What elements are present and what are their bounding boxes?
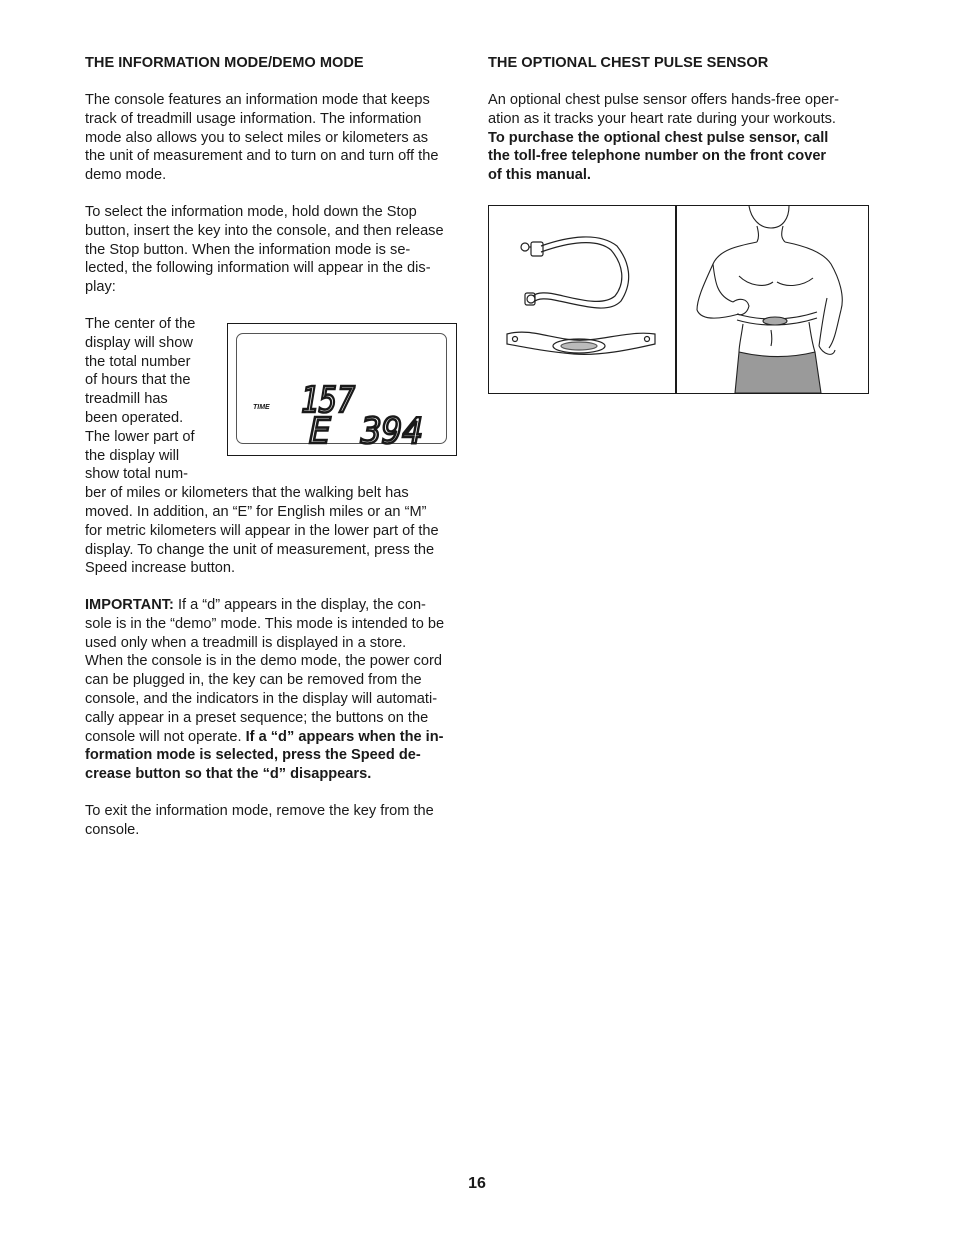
text-line: To exit the information mode, remove the key from the [85, 803, 434, 819]
text-line: display will show [85, 334, 193, 351]
text-line: button, insert the key into the console, and then release [85, 222, 444, 239]
unit-indicator: E [309, 411, 331, 445]
bold-text: the toll-free telephone number on the front cover [488, 148, 827, 165]
text-line: ation as it tracks your heart rate during your workouts. [488, 110, 836, 127]
distance-value: 394 [360, 411, 423, 445]
text-line: Speed increase button. [85, 560, 236, 577]
text-line: An optional chest pulse sensor offers hands-free oper- [488, 92, 839, 108]
text-line: used only when a treadmill is displayed in a store. [85, 634, 407, 651]
text-line: the total number [85, 353, 191, 370]
text-line: The lower part of [85, 428, 195, 445]
text-line [488, 147, 839, 166]
strap-and-sensor-drawing [489, 206, 675, 393]
page-number: 16 [468, 1175, 486, 1192]
text-line: been operated. [85, 409, 184, 426]
text-line: play: [85, 279, 116, 296]
lcd-readout [237, 334, 448, 445]
text-line: ber of miles or kilometers that the walking belt has [85, 485, 409, 502]
text-line: show total num- [85, 466, 189, 483]
text-line: sole is in the “demo” mode. This mode is intended to be [85, 615, 445, 632]
important-text: console will not operate. [85, 728, 246, 745]
text-line: can be plugged in, the key can be removed from the [85, 672, 422, 689]
chest-sensor-heading: THE OPTIONAL CHEST PULSE SENSOR [488, 55, 769, 71]
bold-text: To purchase the optional chest pulse sensor, call [488, 129, 829, 146]
info-mode-intro-paragraph [85, 91, 438, 185]
text-line: cally appear in a preset sequence; the buttons on the [85, 709, 429, 726]
text-line: console. [85, 821, 140, 838]
important-label: IMPORTANT: [85, 597, 174, 613]
text-line: demo mode. [85, 167, 167, 184]
important-bold-text: crease button so that the “d” disappears. [85, 766, 372, 783]
text-line: of hours that the [85, 372, 191, 389]
important-paragraph [85, 596, 444, 784]
select-info-mode-paragraph [85, 203, 444, 297]
text-line: the display will [85, 447, 180, 464]
exit-info-mode-paragraph [85, 802, 434, 840]
text-line: To select the information mode, hold down the Stop [85, 204, 417, 220]
bold-text: of this manual. [488, 167, 591, 184]
text-line: When the console is in the demo mode, the power cord [85, 653, 442, 670]
text-line: the Stop button. When the information mode is se- [85, 241, 411, 258]
text-line: treadmill has [85, 391, 168, 408]
lcd-screen [236, 333, 447, 444]
important-text: If a “d” appears in the display, the con- [173, 597, 426, 613]
text-line [488, 129, 839, 148]
chest-sensor-paragraph [488, 91, 839, 185]
important-bold-text: If a “d” appears when the in- [245, 728, 444, 745]
text-line [488, 166, 839, 185]
text-line: mode also allows you to select miles or kilometers as [85, 129, 429, 146]
text-line: display. To change the unit of measurement, press the [85, 541, 435, 558]
hours-value: 157 [301, 380, 356, 421]
text-line: The center of the [85, 316, 196, 332]
text-line [85, 596, 444, 615]
person-wearing-strap-drawing [677, 206, 869, 393]
text-line [85, 746, 444, 765]
text-line [85, 728, 444, 747]
text-line [85, 765, 444, 784]
time-indicator-label: TIME [253, 404, 270, 411]
text-line: console, and the indicators in the display will automati- [85, 690, 438, 707]
info-mode-heading: THE INFORMATION MODE/DEMO MODE [85, 55, 364, 71]
text-line: track of treadmill usage information. The information [85, 110, 422, 127]
text-line: the unit of measurement and to turn on and turn off the [85, 148, 439, 165]
text-line: lected, the following information will appear in the dis- [85, 260, 431, 277]
text-line: for metric kilometers will appear in the lower part of the [85, 522, 439, 539]
text-line: The console features an information mode that keeps [85, 92, 430, 108]
chest-sensor-illustration [488, 205, 869, 394]
text-line: moved. In addition, an “E” for English miles or an “M” [85, 503, 427, 520]
important-bold-text: formation mode is selected, press the Speed de- [85, 747, 421, 764]
console-display-illustration [227, 323, 457, 456]
